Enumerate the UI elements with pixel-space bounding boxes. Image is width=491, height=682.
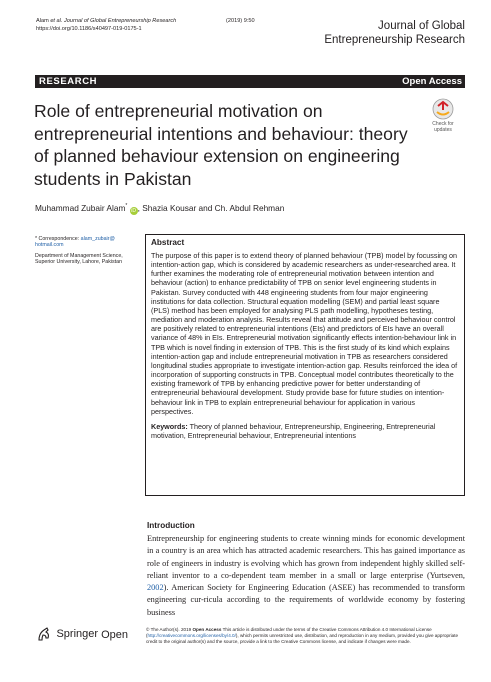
journal-name (324, 19, 465, 47)
correspondence-email-a[interactable]: alam_zubair@ (80, 236, 115, 242)
abstract-body: The purpose of this paper is to extend theory of planned behaviour (TPB) model by focussing on intention-action gap, which is considered by academic researchers as under-researched area. It further examines the moderating role of entrepreneurial motivation between intention and behaviour (action) to enhance predictability of TPB on senior level engineering students in Pakistan. Survey conducted with 448 engineering students from four major engineering institutions for data collection. Structural equation modelling (SEM) and partial least square (PLS) method has been employed for analysing PLS path modelling, hypotheses testing, mediation and moderation analysis. Results reveal that attitude and perceived behaviour control are positively related to entrepreneurial intentions (EIs) and predictors of EIs have an overall variance of 48% in EIs. Entrepreneurial motivation significantly effects intention-behaviour link in TPB which is novel finding in extension of TPB. This is the first study of its kind which explains intention-action gap and include entrepreneurial motivation in TPB as researchers considered longitudinal studies appropriate to investigate intention-action gap. Results reinforced the idea of incorporation of supporting constructs in TPB. Conceptual model contributes theoretically to the existing framework of TPB by enhancing predictive power for better understanding of entrepreneurial behavioural development. Study provide base for future studies on intention-behaviour link in TPB to explain entrepreneurial behaviour for application in various perspectives. (151, 251, 458, 416)
citation-journal: et al. Journal of Global Entrepreneurship Research (50, 18, 177, 24)
orcid-icon[interactable]: iD (131, 208, 137, 214)
intro-text-a: Entrepreneurship for engineering students to create winning minds for economic development in a country is an area which has attracted academic researchers. This has gained importance as role of engineers in industry is evolving which has grown from independent highly skilled self-reliant inventor to a co-dependent team member in a small or large enterprise (Yurtseven, (147, 534, 465, 580)
citation-doi[interactable]: https://doi.org/10.1186/s40497-019-0175-1 (36, 26, 142, 33)
article-type-label: RESEARCH (39, 76, 98, 87)
correspondence-label: * Correspondence: (35, 236, 81, 242)
check-updates-icon (432, 98, 454, 122)
author-rest: , Shazia Kousar and Ch. Abdul Rehman (137, 203, 285, 213)
check-updates-text-2: updates (434, 126, 452, 133)
license-copyright: © The Author(s). 2019 (146, 627, 193, 632)
publisher-name: Springer (56, 627, 99, 640)
publisher-open: Open (98, 629, 128, 641)
license-open-access: Open Access (192, 627, 222, 632)
journal-name-line1: Journal of Global (378, 20, 465, 32)
author-list (35, 203, 284, 215)
author-first: Muhammad Zubair Alam (35, 203, 126, 213)
license-text-b: ), which permits unrestricted use, distribution, and reproduction in any medium, provided you give appropriate credit to the original author(s) and the source, provide a link to the Creative Commons license, and indicate if changes were made. (146, 633, 459, 644)
affiliation: Department of Management Science, Superior University, Lahore, Pakistan (35, 252, 123, 266)
side-notes (35, 236, 135, 270)
check-for-updates-button[interactable] (427, 98, 459, 135)
springer-horse-icon (36, 626, 52, 642)
introduction-body (147, 533, 465, 619)
license-notice (146, 627, 466, 645)
keywords (151, 422, 459, 440)
article-type-bar (35, 75, 465, 88)
article-title: Role of entrepreneurial motivation on entrepreneurial intentions and behaviour: theory of planned behaviour extension on engineering students in Pakistan (34, 101, 408, 189)
citation-header (36, 17, 336, 33)
license-link[interactable]: http://creativecommons.org/licenses/by/4.0/ (147, 633, 236, 638)
introduction-heading: Introduction (147, 521, 195, 530)
publisher-logo (36, 625, 128, 645)
journal-name-line2: Entrepreneurship Research (324, 34, 465, 46)
abstract-heading: Abstract (151, 238, 185, 247)
corresponding-mark: * (125, 203, 128, 210)
check-updates-text-1: Check for (432, 121, 454, 127)
abstract-box (145, 234, 465, 496)
correspondence-email-b[interactable]: hotmail.com (35, 242, 64, 249)
license-text-a: This article is distributed under the terms of the Creative Commons Attribution 4.0 International License ( (146, 627, 432, 638)
open-access-label: Open Access (402, 76, 462, 87)
intro-text-b: ). American Society for Engineering Education (ASEE) has recommended to transform engineering cur-ricula according to the requirements of worldwide economy by fostering business (147, 583, 465, 617)
citation-year: (2019) 9:50 (226, 18, 255, 24)
keywords-list: Theory of planned behaviour, Entrepreneurship, Engineering, Entrepreneurial motivation, Entrepreneurial behaviour, Entrepreneurial intentions (151, 421, 436, 440)
intro-citation-link[interactable]: 2002 (147, 583, 164, 593)
keywords-label: Keywords: (151, 421, 188, 431)
citation-author: Alam (36, 18, 51, 24)
